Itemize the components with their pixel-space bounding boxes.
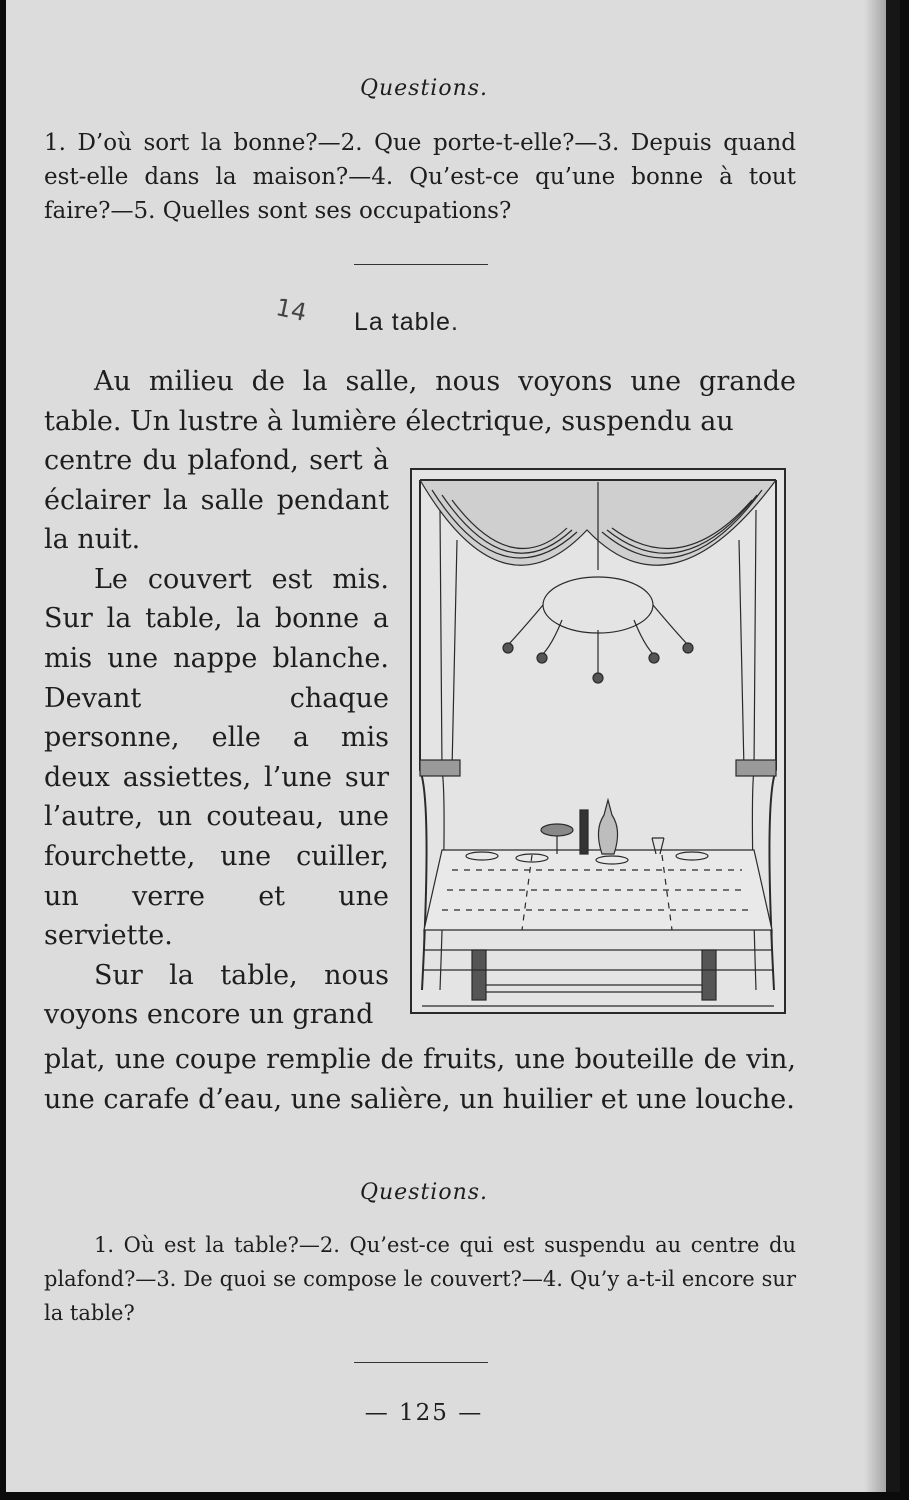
paragraph-2: Le couvert est mis. Sur la table, la bonne a mis une nappe blanche. Devant chaque personne, elle a mis deux assiettes, l’une sur l’autre, un couteau, une fourchette, une cuiller, un verre et une serviette. [44,563,389,952]
lesson-title: La table. [354,308,459,336]
paragraph-1-continued: centre du plafond, sert à éclairer la salle pendant la nuit. [44,445,389,556]
dining-table-engraving [412,470,784,1012]
page-number: — 125 — [364,1400,484,1426]
questions-text-top: 1. D’où sort la bonne?—2. Que porte-t-elle?—3. Depuis quand est-elle dans la maison?—4. Qu’est-ce qu’une bonne à tout faire?—5. Quelles sont ses occupations? [44,130,796,224]
text-column-beside-illustration [44,441,389,1035]
handwritten-lesson-number: 14 [273,293,310,327]
questions-text-bottom: 1. Où est la table?—2. Qu’est-ce qui est suspendu au centre du plafond?—3. De quoi se compose le couvert?—4. Qu’y a-t-il encore sur la table? [44,1233,796,1325]
questions-heading-top: Questions. [359,76,489,101]
paragraph-1-full-width: Au milieu de la salle, nous voyons une grande table. Un lustre à lumière électrique, suspendu au [44,366,796,437]
questions-heading-bottom: Questions. [359,1180,489,1205]
dining-table-illustration [410,468,786,1014]
book-page [6,0,900,1492]
paragraph-3-start: Sur la table, nous voyons encore un grand [44,959,389,1031]
section-divider-bottom [354,1362,488,1363]
paragraph-3-full-width: plat, une coupe remplie de fruits, une bouteille de vin, une carafe d’eau, une salière, un huilier et une louche. [44,1044,796,1115]
page-edge-shadow [864,0,886,1492]
section-divider-top [354,264,488,265]
